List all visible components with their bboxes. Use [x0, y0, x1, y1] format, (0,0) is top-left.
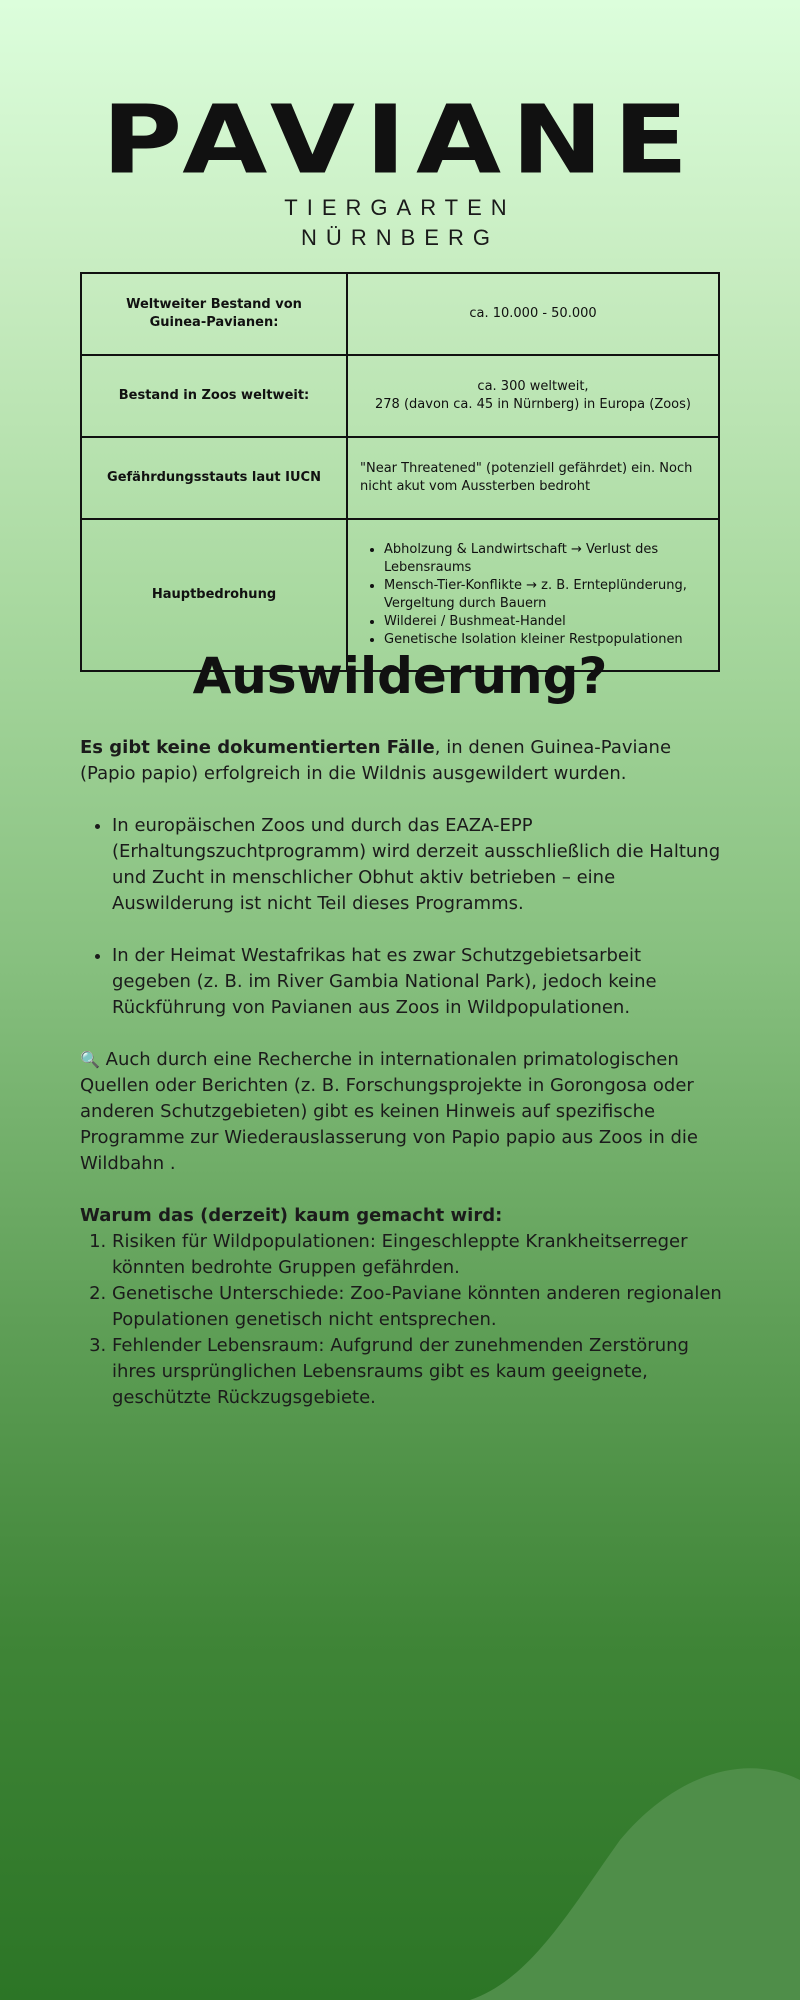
- subtitle-line-2: NÜRNBERG: [301, 225, 499, 250]
- list-item: • In europäischen Zoos und durch das EAZA-EPP (Erhaltungszuchtprogramm) wird derzeit ausschließlich die Haltung und Zucht in menschlicher Obhut aktiv betrieben – eine Auswilderung ist nicht Teil dieses Programms.: [112, 813, 725, 917]
- subtitle-line-1: TIERGARTEN: [284, 195, 516, 220]
- reasons-list: [80, 1229, 725, 1411]
- intro-rest: , in denen Guinea-Paviane (Papio papio) erfolgreich in die Wildnis ausgewildert wurden.: [80, 737, 672, 784]
- row-label-main-threat: Hauptbedrohung: [81, 519, 347, 671]
- zoo-population-line-2: 278 (davon ca. 45 in Nürnberg) in Europa (Zoos): [375, 397, 691, 412]
- list-item: • In der Heimat Westafrikas hat es zwar Schutzgebietsarbeit gegeben (z. B. im River Gambia National Park), jedoch keine Rückführung von Pavianen aus Zoos in Wildpopulationen.: [112, 943, 725, 1021]
- research-text: Auch durch eine Recherche in internationalen primatologischen Quellen oder Berichten (z. B. Forschungsprojekte in Gorongosa oder anderen Schutzgebieten) gibt es keinen Hinweis auf spezifische Programme zur Wiederauslasserung von Papio papio aus Zoos in die Wildbahn .: [80, 1049, 698, 1174]
- row-label-global-population: Weltweiter Bestand von Guinea-Pavianen:: [81, 273, 347, 355]
- section-body: [80, 735, 725, 1411]
- reasons-heading: Warum das (derzeit) kaum gemacht wird:: [80, 1205, 503, 1226]
- list-item: 3. Fehlender Lebensraum: Aufgrund der zunehmenden Zerstörung ihres ursprünglichen Lebensraums gibt es kaum geeignete, geschützte Rückzugsgebiete.: [112, 1333, 725, 1411]
- decorative-blob: [470, 1760, 800, 2000]
- list-item: • Genetische Isolation kleiner Restpopulationen: [384, 631, 706, 649]
- list-item: • Wilderei / Bushmeat-Handel: [384, 613, 706, 631]
- bullet-list: [80, 813, 725, 1021]
- page-title: PAVIANE: [101, 84, 699, 196]
- list-item: • Mensch-Tier-Konflikte → z. B. Ernteplünderung, Vergeltung durch Bauern: [384, 577, 706, 613]
- zoo-population-line-1: ca. 300 weltweit,: [477, 379, 589, 394]
- section-heading: Auswilderung?: [192, 647, 608, 705]
- table-row: [81, 273, 719, 355]
- row-label-iucn-status: Gefährdungsstauts laut IUCN: [81, 437, 347, 519]
- research-paragraph: [80, 1047, 725, 1177]
- table-row: [81, 437, 719, 519]
- row-label-zoo-population: Bestand in Zoos weltweit:: [81, 355, 347, 437]
- row-value-iucn-status: "Near Threatened" (potenziell gefährdet) ein. Noch nicht akut vom Aussterben bedroht: [347, 437, 719, 519]
- row-value-global-population: ca. 10.000 - 50.000: [347, 273, 719, 355]
- facts-table: [80, 272, 720, 672]
- threat-list: [360, 541, 706, 649]
- row-value-zoo-population: [347, 355, 719, 437]
- list-item: • Abholzung & Landwirtschaft → Verlust des Lebensraums: [384, 541, 706, 577]
- table-row: [81, 355, 719, 437]
- magnifier-icon: 🔍: [80, 1050, 100, 1069]
- list-item: 1. Risiken für Wildpopulationen: Eingeschleppte Krankheitserreger könnten bedrohte Gruppen gefährden.: [112, 1229, 725, 1281]
- intro-bold: Es gibt keine dokumentierten Fälle: [80, 737, 435, 758]
- list-item: 2. Genetische Unterschiede: Zoo-Paviane könnten anderen regionalen Populationen genetisch nicht entsprechen.: [112, 1281, 725, 1333]
- intro-paragraph: [80, 735, 725, 787]
